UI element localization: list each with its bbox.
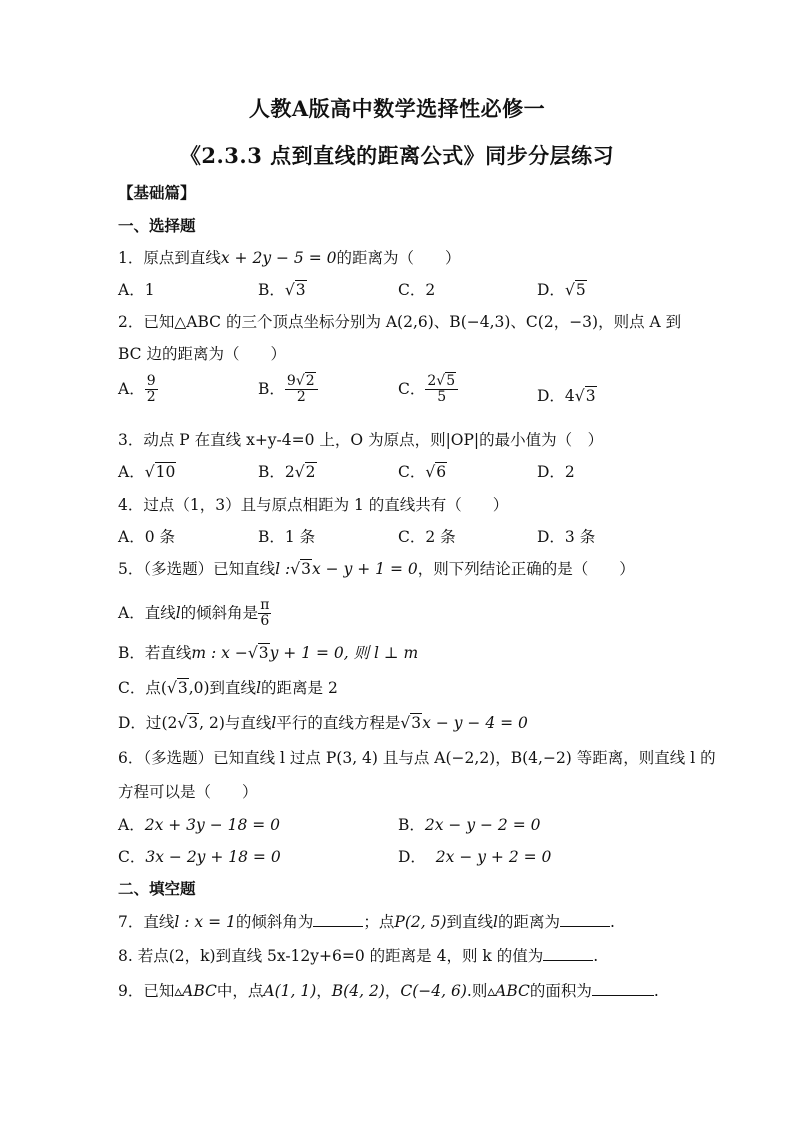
q6-option-a: A．2x + 3y − 18 = 0	[118, 816, 281, 834]
q1-option-d: D．√5	[537, 281, 586, 299]
q5-option-c: C．点(√3,0)到直线l的距离是 2	[118, 679, 338, 697]
section-choice: 一、选择题	[118, 216, 196, 235]
question-9: 9．已知▵ABC中，点A(1, 1)，B(4, 2)，C(−4, 6).则▵ABC的面积为 .	[118, 982, 659, 1000]
q4-option-d: D．3 条	[537, 528, 596, 546]
question-3: 3．动点 P 在直线 x+y-4=0 上，O 为原点，则|OP|的最小值为（ ）	[118, 431, 604, 449]
q8-answer-blank[interactable]	[543, 946, 593, 961]
q3-option-c: C．√6	[398, 463, 447, 481]
question-6-cont: 方程可以是（ ）	[118, 783, 258, 801]
q5-option-d: D．过(2√3, 2)与直线l平行的直线方程是√3x − y − 4 = 0	[118, 714, 528, 732]
q2-option-d: D．4√3	[537, 387, 596, 405]
q3-option-d: D．2	[537, 463, 575, 481]
q1-equation: x + 2y − 5 = 0	[220, 249, 337, 267]
question-8: 8. 若点(2，k)到直线 5x-12y+6=0 的距离是 4，则 k 的值为 .	[118, 947, 599, 965]
q6-option-b: B．2x − y − 2 = 0	[398, 816, 541, 834]
question-4: 4．过点（1，3）且与原点相距为 1 的直线共有（ ）	[118, 496, 509, 514]
section-fill: 二、填空题	[118, 879, 196, 898]
q1-option-c: C．2	[398, 281, 436, 299]
q4-option-c: C．2 条	[398, 528, 456, 546]
question-7: 7．直线l : x = 1的倾斜角为 ；点P(2, 5)到直线l的距离为 .	[118, 913, 615, 931]
question-6: 6．（多选题）已知直线 l 过点 P(3, 4) 且与点 A(−2,2)，B(4,−2) 等距离，则直线 l 的	[118, 749, 716, 767]
title-line-1: 人教A版高中数学选择性必修一	[248, 96, 546, 121]
q4-option-b: B．1 条	[258, 528, 316, 546]
q1-option-b: B．√3	[258, 281, 306, 299]
q3-option-b: B．2√2	[258, 463, 316, 481]
question-5: 5．（多选题）已知直线l :√3x − y + 1 = 0，则下列结论正确的是（ ）	[118, 560, 635, 578]
question-2: 2．已知△ABC 的三个顶点坐标分别为 A(2,6)、B(−4,3)、C(2，−3)，则点 A 到	[118, 313, 682, 331]
q4-option-a: A．0 条	[118, 528, 175, 546]
title-line-2: 《2.3.3 点到直线的距离公式》同步分层练习	[179, 143, 615, 168]
q7-answer-blank-1[interactable]	[313, 912, 363, 927]
section-basic: 【基础篇】	[118, 183, 196, 202]
q7-answer-blank-2[interactable]	[560, 912, 610, 927]
q1-option-a: A．1	[118, 281, 155, 299]
q3-option-a: A．√10	[118, 463, 176, 481]
q2-option-a: A． $\frac{9}{2}$	[118, 373, 156, 406]
q9-answer-blank[interactable]	[592, 981, 654, 996]
q6-option-c: C．3x − 2y + 18 = 0	[118, 848, 281, 866]
q5-option-a: A．直线l的倾斜角是 $\frac{\pi}{6}$	[118, 597, 270, 630]
question-1: 1．原点到直线x + 2y − 5 = 0的距离为（ ）	[118, 249, 461, 267]
q2-option-c: C． $\frac{2√5}{5}$	[398, 374, 458, 406]
question-2-cont: BC 边的距离为（ ）	[118, 345, 286, 363]
q5-option-b: B．若直线m : x −√3y + 1 = 0, 则 l ⊥ m	[118, 644, 419, 662]
q2-option-b: B． $\frac{9√2}{2}$	[258, 374, 318, 406]
q6-option-d: D． 2x − y + 2 = 0	[398, 848, 552, 866]
